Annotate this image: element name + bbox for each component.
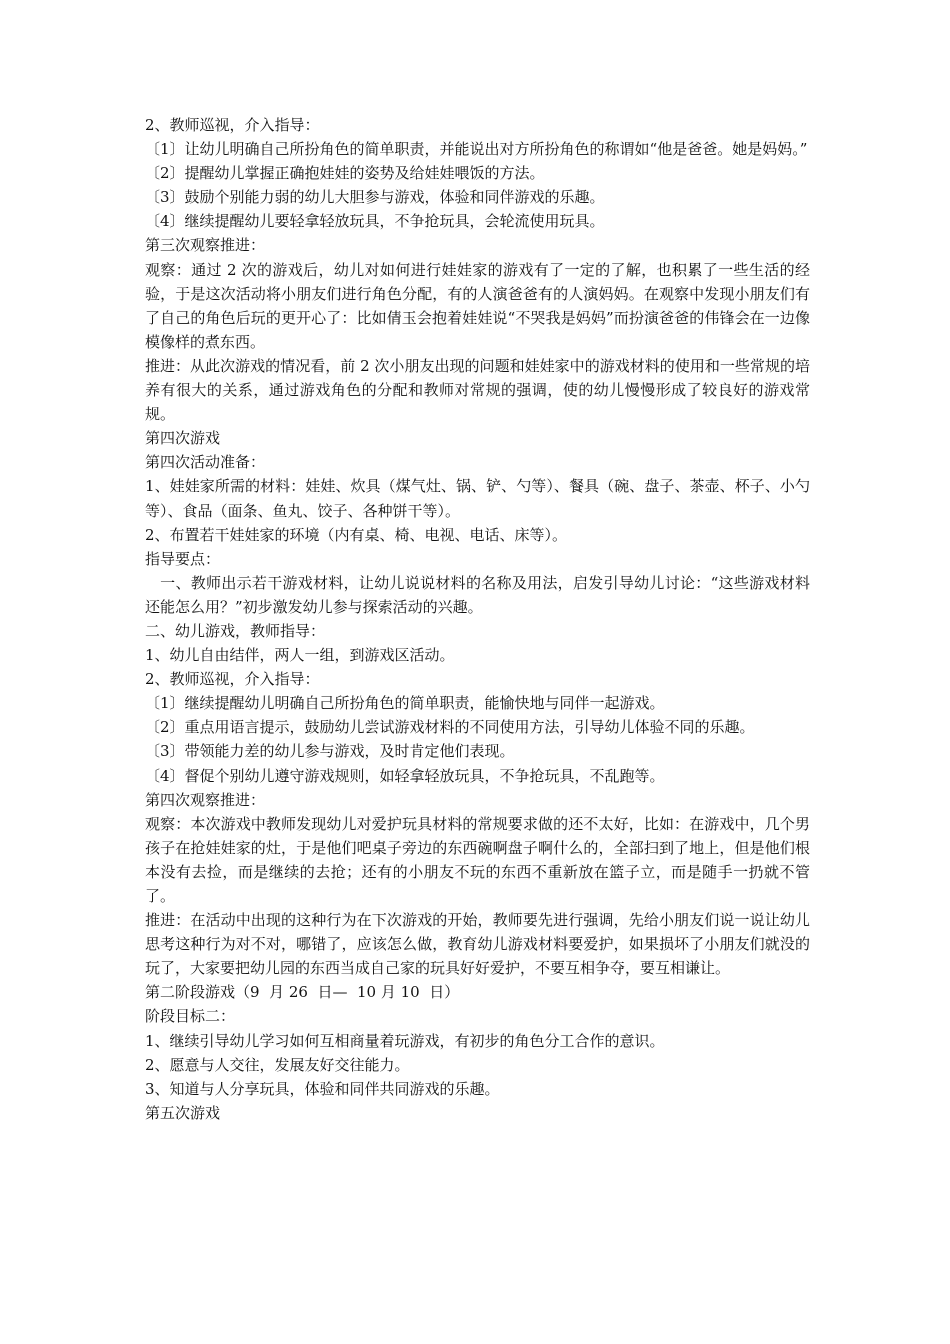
- paragraph-guide-b4: 〔4〕督促个别幼儿遵守游戏规则，如轻拿轻放玩具，不争抢玩具，不乱跑等。: [145, 766, 665, 785]
- paragraph-guidance-1: 一、教师出示若干游戏材料，让幼儿说说材料的名称及用法，启发引导幼儿讨论：“这些游戏材料还能怎么用？”初步激发幼儿参与探索活动的兴趣。: [145, 573, 810, 616]
- paragraph-materials: 1、娃娃家所需的材料：娃娃、炊具（煤气灶、锅、铲、勺等）、餐具（碗、盘子、茶壶、杯子、小勺等）、食品（面条、鱼丸、饺子、各种饼干等）。: [145, 477, 810, 520]
- paragraph-pairing: 1、幼儿自由结伴，两人一组，到游戏区活动。: [145, 646, 455, 665]
- paragraph-environment: 2、布置若干娃娃家的环境（内有桌、椅、电视、电话、床等）。: [145, 525, 568, 544]
- heading-guidance-points: 指导要点：: [145, 549, 221, 568]
- paragraph-guidance-2: 二、幼儿游戏，教师指导：: [145, 621, 326, 640]
- heading-fourth-preparation: 第四次活动准备：: [145, 453, 266, 472]
- paragraph-step-2-patrol-b: 2、教师巡视，介入指导：: [145, 670, 320, 689]
- paragraph-goal-3: 3、知道与人分享玩具，体验和同伴共同游戏的乐趣。: [145, 1079, 500, 1098]
- paragraph-goal-2: 2、愿意与人交往，发展友好交往能力。: [145, 1055, 410, 1074]
- paragraph-guide-b1: 〔1〕继续提醒幼儿明确自己所扮角色的简单职责，能愉快地与同伴一起游戏。: [145, 694, 665, 713]
- paragraph-goal-1: 1、继续引导幼儿学习如何互相商量着玩游戏，有初步的角色分工合作的意识。: [145, 1031, 665, 1050]
- paragraph-guide-4: 〔4〕继续提醒幼儿要轻拿轻放玩具，不争抢玩具，会轮流使用玩具。: [145, 212, 605, 231]
- paragraph-guide-b3: 〔3〕带领能力差的幼儿参与游戏，及时肯定他们表现。: [145, 742, 515, 761]
- heading-fourth-observation: 第四次观察推进：: [145, 790, 266, 809]
- heading-second-stage: 第二阶段游戏（9 月 26 日— 10 月 10 日）: [145, 983, 460, 1002]
- paragraph-observation-3: 观察：通过 2 次的游戏后，幼儿对如何进行娃娃家的游戏有了一定的了解，也积累了一些生活的经验，于是这次活动将小朋友们进行角色分配，有的人演爸爸有的人演妈妈。在观察中发现小朋友们有了自己的角色后玩的更开心了：比如倩玉会抱着娃娃说“不哭我是妈妈”而扮演爸爸的伟锋会在一边像模像样的煮东西。: [145, 260, 810, 351]
- paragraph-advance-3: 推进：从此次游戏的情况看，前 2 次小朋友出现的问题和娃娃家中的游戏材料的使用和一些常规的培养有很大的关系，通过游戏角色的分配和教师对常规的强调，使的幼儿慢慢形成了较良好的游戏常规。: [145, 356, 810, 424]
- document-body: [145, 113, 810, 1125]
- paragraph-step-2-patrol: 2、教师巡视，介入指导：: [145, 116, 320, 134]
- paragraph-guide-b2: 〔2〕重点用语言提示，鼓励幼儿尝试游戏材料的不同使用方法，引导幼儿体验不同的乐趣。: [145, 718, 755, 737]
- paragraph-observation-4: 观察：本次游戏中教师发现幼儿对爱护玩具材料的常规要求做的还不太好，比如：在游戏中，几个男孩子在抢娃娃家的灶，于是他们吧桌子旁边的东西碗啊盘子啊什么的，全部扫到了地上，但是他们根本没有去捡，而是继续的去抢；还有的小朋友不玩的东西不重新放在篮子立，而是随手一扔就不管了。: [145, 814, 810, 905]
- heading-third-observation: 第三次观察推进：: [145, 236, 266, 255]
- paragraph-guide-3: 〔3〕鼓励个别能力弱的幼儿大胆参与游戏，体验和同伴游戏的乐趣。: [145, 188, 605, 207]
- paragraph-advance-4: 推进：在活动中出现的这种行为在下次游戏的开始，教师要先进行强调，先给小朋友们说一说让幼儿思考这种行为对不对，哪错了，应该怎么做，教育幼儿游戏材料要爱护，如果损坏了小朋友们就没的玩了，大家要把幼儿园的东西当成自己家的玩具好好爱护，不要互相争夺，要互相谦让。: [145, 911, 810, 978]
- paragraph-guide-1: 〔1〕让幼儿明确自己所扮角色的简单职责，并能说出对方所扮角色的称谓如“他是爸爸。她是妈妈。”: [145, 140, 808, 159]
- heading-fourth-game: 第四次游戏: [145, 429, 221, 448]
- heading-stage-goal-2: 阶段目标二：: [145, 1007, 236, 1026]
- paragraph-guide-2: 〔2〕提醒幼儿掌握正确抱娃娃的姿势及给娃娃喂饭的方法。: [145, 164, 545, 183]
- heading-fifth-game: 第五次游戏: [145, 1103, 221, 1122]
